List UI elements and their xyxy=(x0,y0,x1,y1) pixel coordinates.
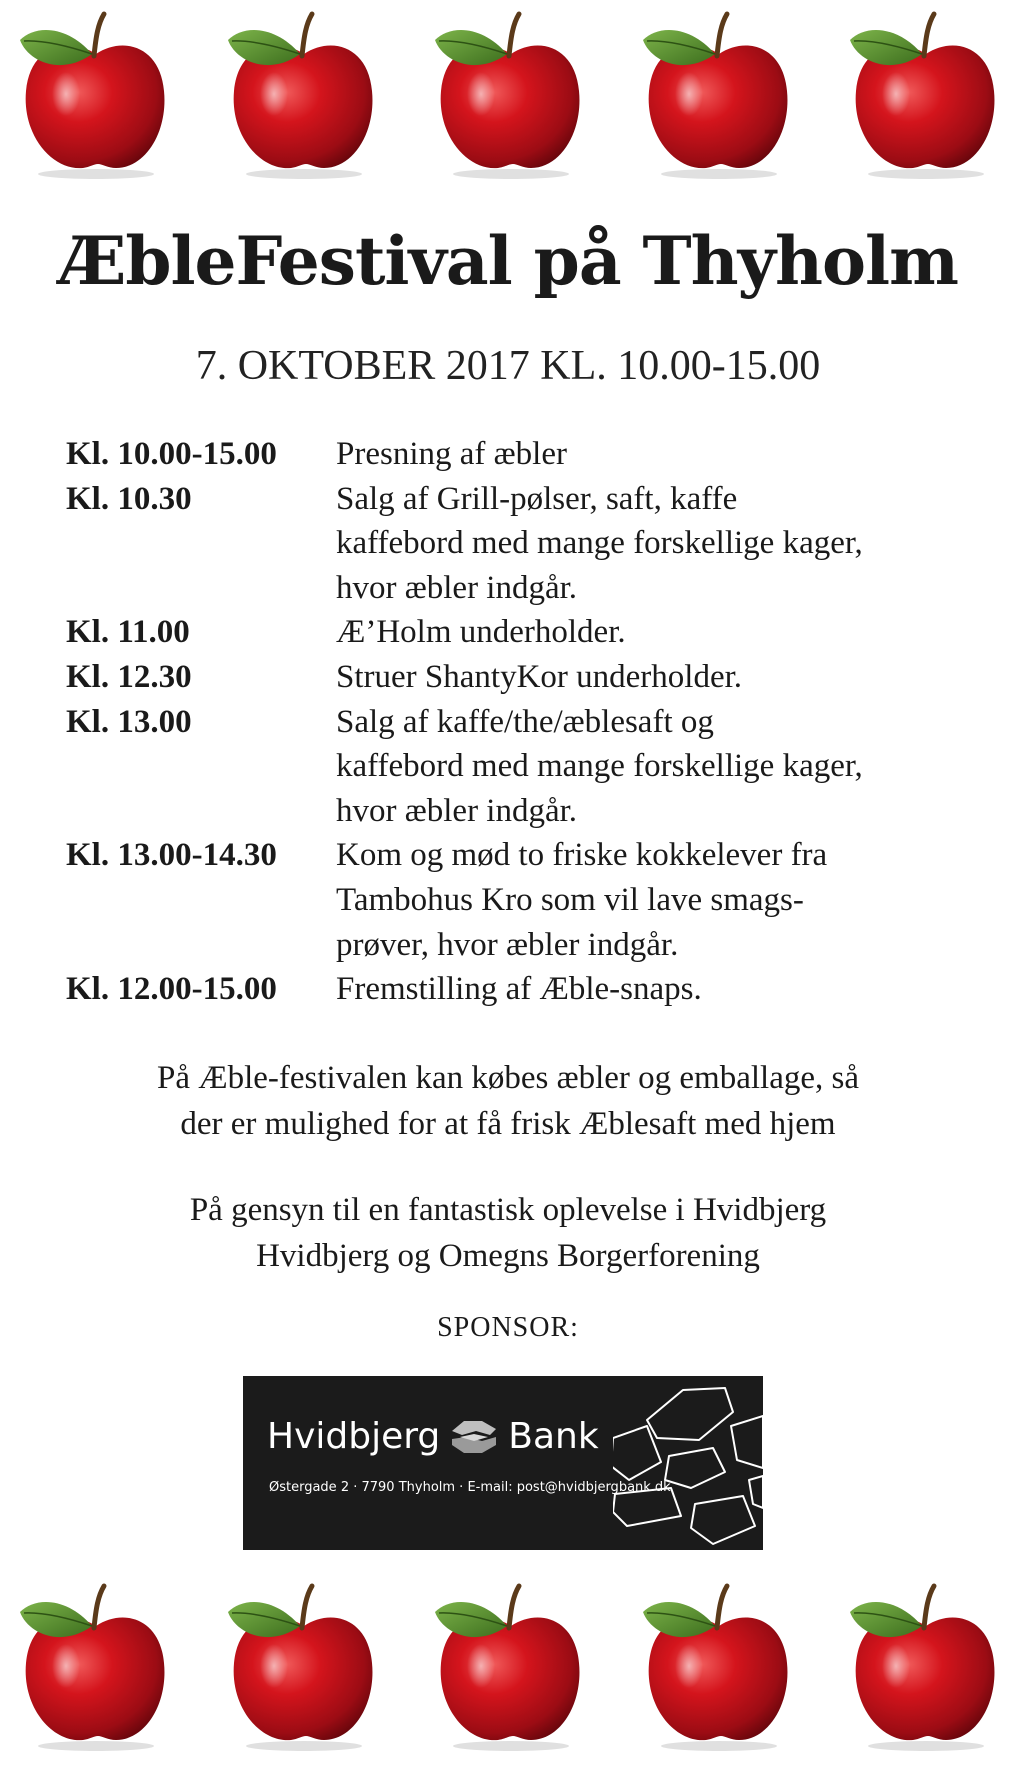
apple-icon xyxy=(8,1578,178,1753)
description-line: Æ’Holm underholder. xyxy=(336,614,626,651)
schedule-time: Kl. 13.00 xyxy=(66,703,192,740)
closing-line: På gensyn til en fantastisk oplevelse i Hvidbjerg xyxy=(189,1192,827,1228)
bottom-apple-border xyxy=(0,1578,1016,1753)
description-line: kaffebord med mange forskellige kager, xyxy=(336,525,863,562)
apple-icon xyxy=(216,1578,386,1753)
schedule-description xyxy=(336,610,966,655)
bank-logo-icon xyxy=(446,1417,502,1457)
apple-icon xyxy=(631,6,801,181)
description-line: prøver, hvor æbler indgår. xyxy=(336,926,679,963)
schedule-time: Kl. 10.00-15.00 xyxy=(66,436,277,472)
description-line: Salg af Grill-pølser, saft, kaffe xyxy=(336,480,738,517)
schedule-time: Kl. 12.00-15.00 xyxy=(66,971,277,1008)
schedule-time: Kl. 13.00-14.30 xyxy=(66,837,277,874)
schedule-row xyxy=(66,700,966,834)
schedule-row xyxy=(66,967,966,1012)
description-line: Struer ShantyKor underholder. xyxy=(336,658,743,695)
description-line: hvor æbler indgår. xyxy=(336,792,578,829)
schedule-row xyxy=(66,833,966,967)
sponsor-logo-box xyxy=(243,1376,763,1550)
apple-icon xyxy=(838,6,1008,181)
bank-name xyxy=(267,1416,599,1457)
schedule-description xyxy=(336,833,966,967)
schedule-row xyxy=(66,477,966,611)
schedule-time: Kl. 12.30 xyxy=(66,658,192,695)
description-line: kaffebord med mange forskellige kager, xyxy=(336,748,863,785)
info-line: der er mulighed for at få frisk Æblesaft med hjem xyxy=(180,1106,836,1142)
sponsor-label: SPONSOR: xyxy=(437,1312,579,1343)
schedule-row xyxy=(66,655,966,700)
apple-icon xyxy=(423,1578,593,1753)
schedule-description xyxy=(336,700,966,834)
apple-icon xyxy=(631,1578,801,1753)
schedule-description xyxy=(336,477,966,611)
apple-icon xyxy=(216,6,386,181)
bank-address: Østergade 2 · 7790 Thyholm · E-mail: post@hvidbjergbank.dk xyxy=(269,1480,671,1495)
schedule-description xyxy=(336,432,966,477)
decorative-stones-icon xyxy=(613,1376,763,1550)
info-line: På Æble-festivalen kan købes æbler og emballage, så xyxy=(157,1060,859,1096)
closing-paragraph xyxy=(0,1187,1016,1279)
info-paragraph xyxy=(0,1055,1016,1147)
description-line: Presning af æbler xyxy=(336,436,567,472)
bank-name-word: Bank xyxy=(508,1416,599,1457)
schedule-row xyxy=(66,432,966,477)
page-title: ÆbleFestival på Thyholm xyxy=(58,222,958,300)
description-line: Salg af kaffe/the/æblesaft og xyxy=(336,703,714,740)
bank-name-word: Hvidbjerg xyxy=(267,1416,441,1457)
description-line: hvor æbler indgår. xyxy=(336,569,578,606)
schedule-time: Kl. 11.00 xyxy=(66,614,190,651)
apple-icon xyxy=(423,6,593,181)
top-apple-border xyxy=(0,6,1016,181)
schedule-row xyxy=(66,610,966,655)
event-date: 7. OKTOBER 2017 KL. 10.00-15.00 xyxy=(195,343,821,389)
schedule-time: Kl. 10.30 xyxy=(66,480,192,517)
apple-icon xyxy=(8,6,178,181)
description-line: Kom og mød to friske kokkelever fra xyxy=(336,837,828,874)
schedule-description xyxy=(336,655,966,700)
apple-icon xyxy=(838,1578,1008,1753)
organizer-name: Hvidbjerg og Omegns Borgerforening xyxy=(256,1238,760,1274)
schedule-list xyxy=(66,432,966,1012)
description-line: Tambohus Kro som vil lave smags- xyxy=(336,881,804,918)
schedule-description xyxy=(336,967,966,1012)
description-line: Fremstilling af Æble-snaps. xyxy=(336,971,702,1008)
